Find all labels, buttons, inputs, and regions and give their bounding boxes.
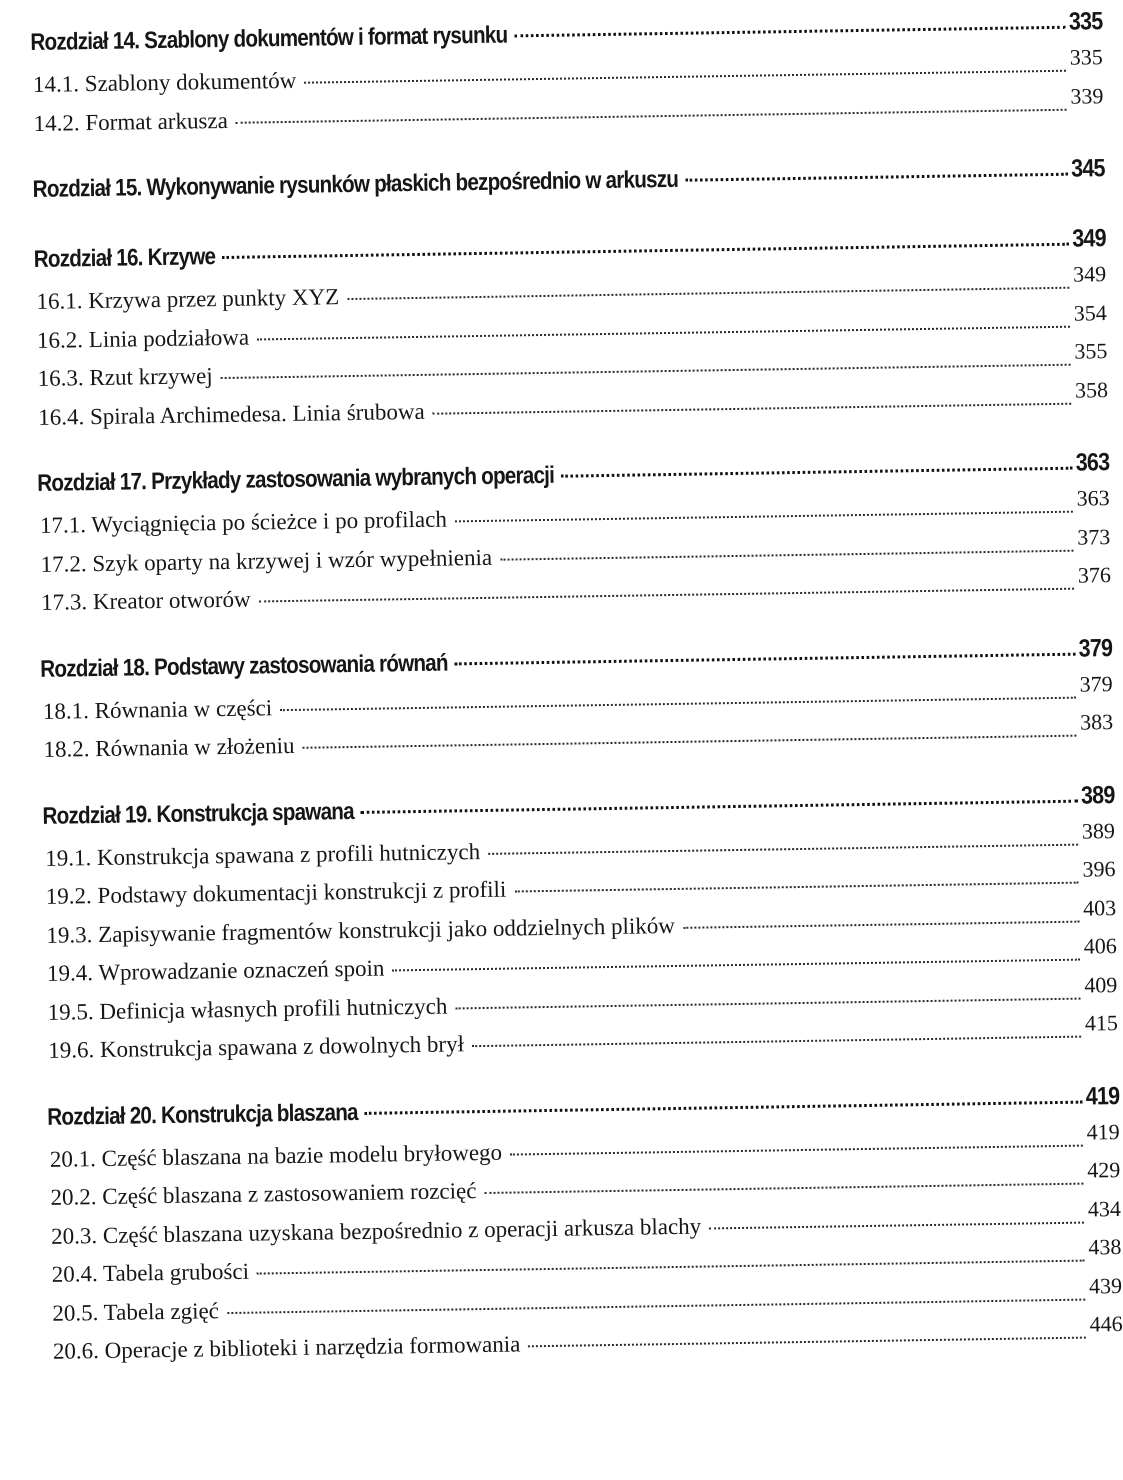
chapter-title: Rozdział 14. Szablony dokumentów i format rysunku [30, 21, 508, 56]
section-title: 18.2. Równania w złożeniu [43, 732, 295, 762]
section-page-number: 434 [1087, 1195, 1122, 1222]
section-page-number: 415 [1084, 1010, 1119, 1036]
dot-leader [259, 588, 1074, 603]
section-page-number: 419 [1086, 1118, 1120, 1145]
dot-leader [303, 735, 1077, 749]
chapter-14 [30, 1, 1104, 143]
dot-leader [455, 652, 1076, 665]
section-title: 20.1. Część blaszana na bazie modelu bryłowego [49, 1139, 503, 1172]
section-title: 18.1. Równania w części [42, 694, 273, 724]
section-page-number: 396 [1082, 856, 1116, 882]
dot-leader [455, 511, 1073, 523]
section-title: 17.3. Kreator otworów [40, 586, 251, 615]
section-page-number: 335 [1069, 44, 1103, 70]
section-page-number: 409 [1084, 971, 1118, 998]
chapter-page-number: 345 [1070, 154, 1105, 183]
chapter-heading [32, 148, 1105, 213]
section-title: 20.5. Tabela zgięć [52, 1297, 220, 1326]
dot-leader [227, 1298, 1085, 1313]
dot-leader [455, 997, 1080, 1009]
chapter-page-number: 349 [1072, 224, 1107, 253]
section-title: 20.2. Część blaszana z zastosowaniem rozcięć [50, 1178, 477, 1210]
section-page-number: 358 [1074, 376, 1109, 403]
chapter-page-number: 379 [1078, 633, 1113, 663]
chapter-16 [33, 218, 1108, 437]
section-title: 19.3. Zapisywanie fragmentów konstrukcji jako oddzielnych plików [46, 912, 676, 948]
section-title: 16.3. Rzut krzywej [37, 363, 213, 391]
chapter-title: Rozdział 15. Wykonywanie rysunków płaskich bezpośrednio w arkuszu [32, 165, 679, 203]
section-title: 14.1. Szablony dokumentów [32, 67, 297, 97]
dot-leader [500, 549, 1073, 560]
dot-leader [392, 959, 1080, 972]
dot-leader [361, 799, 1078, 813]
section-page-number: 446 [1089, 1311, 1123, 1337]
section-page-number: 439 [1088, 1272, 1123, 1299]
dot-leader [257, 325, 1070, 340]
section-page-number: 349 [1072, 261, 1107, 287]
section-page-number: 379 [1079, 670, 1113, 697]
section-page-number: 363 [1076, 485, 1110, 511]
chapter-page-number: 389 [1080, 780, 1115, 810]
dot-leader [510, 1144, 1083, 1155]
section-title: 17.1. Wyciągnięcia po ścieżce i po profilach [39, 506, 448, 538]
section-title: 20.6. Operacje z biblioteki i narzędzia formowania [52, 1331, 521, 1364]
dot-leader [280, 696, 1076, 710]
section-page-number: 376 [1077, 562, 1112, 588]
section-page-number: 383 [1079, 709, 1114, 735]
dot-leader [222, 243, 1069, 259]
section-title: 19.6. Konstrukcja spawana z dowolnych brył [48, 1031, 465, 1063]
section-page-number: 403 [1082, 894, 1117, 921]
chapter-title: Rozdział 17. Przykłady zastosowania wybranych operacji [37, 461, 555, 497]
chapter-title: Rozdział 20. Konstrukcja blaszana [47, 1098, 358, 1131]
section-page-number: 354 [1073, 299, 1107, 326]
section-page-number: 373 [1077, 523, 1111, 550]
section-title: 17.2. Szyk oparty na krzywej i wzór wypełnienia [40, 544, 493, 577]
section-page-number: 339 [1070, 82, 1104, 109]
dot-leader [484, 1183, 1083, 1194]
section-title: 19.2. Podstawy dokumentacji konstrukcji z profili [45, 876, 507, 909]
chapter-page-number: 363 [1075, 448, 1110, 477]
section-title: 14.2. Format arkusza [33, 107, 229, 136]
chapter-page-number: 335 [1068, 7, 1103, 36]
dot-leader [528, 1337, 1085, 1348]
chapter-page-number: 419 [1085, 1081, 1120, 1111]
section-page-number: 406 [1083, 933, 1117, 959]
chapter-17 [37, 442, 1111, 622]
dot-leader [685, 173, 1068, 182]
dot-leader [488, 843, 1078, 854]
section-title: 16.1. Krzywa przez punkty XYZ [36, 284, 340, 314]
chapter-title: Rozdział 16. Krzywe [33, 243, 216, 273]
dot-leader [709, 1221, 1084, 1229]
section-title: 19.4. Wprowadzanie oznaczeń spoin [46, 955, 385, 986]
section-page-number: 355 [1074, 338, 1108, 364]
dot-leader [472, 1036, 1081, 1048]
dot-leader [347, 287, 1069, 300]
dot-leader [257, 1260, 1085, 1275]
dot-leader [514, 26, 1065, 38]
dot-leader [236, 108, 1067, 123]
section-page-number: 438 [1088, 1234, 1122, 1260]
dot-leader [683, 920, 1079, 928]
dot-leader [304, 70, 1066, 84]
dot-leader [433, 402, 1072, 414]
section-page-number: 429 [1087, 1157, 1121, 1183]
section-title: 16.2. Linia podziałowa [36, 324, 250, 353]
chapter-title: Rozdział 18. Podstawy zastosowania równań [40, 649, 448, 683]
chapter-20 [47, 1076, 1123, 1372]
table-of-contents [30, 1, 1123, 1371]
section-page-number: 389 [1081, 817, 1116, 844]
dot-leader [221, 364, 1071, 379]
section-title: 20.3. Część blaszana uzyskana bezpośrednio z operacji arkusza blachy [50, 1213, 702, 1249]
dot-leader [561, 467, 1072, 478]
chapter-15 [32, 148, 1105, 213]
chapter-19 [42, 775, 1118, 1071]
dot-leader [365, 1100, 1083, 1114]
dot-leader [514, 882, 1078, 893]
chapter-18 [40, 628, 1114, 770]
section-title: 16.4. Spirala Archimedesa. Linia śrubowa [38, 398, 425, 430]
section-title: 19.1. Konstrukcja spawana z profili hutniczych [44, 838, 481, 871]
section-title: 19.5. Definicja własnych profili hutniczych [47, 993, 448, 1025]
chapter-title: Rozdział 19. Konstrukcja spawana [42, 797, 355, 830]
section-title: 20.4. Tabela grubości [51, 1258, 250, 1287]
